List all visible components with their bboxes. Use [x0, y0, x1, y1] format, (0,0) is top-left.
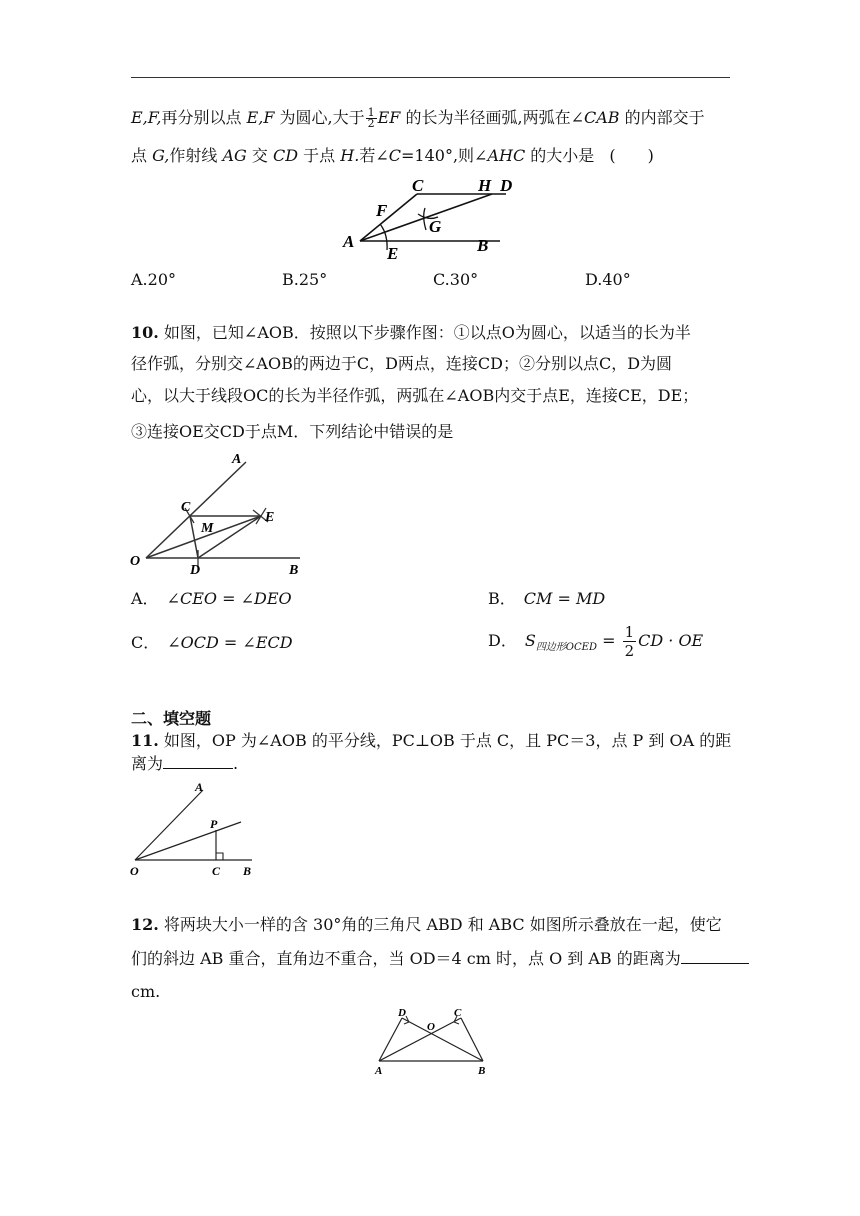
q11-line-2: 离为 .	[131, 754, 239, 773]
q9-label-G: G	[429, 217, 442, 236]
q10-option-b: B． CM = MD	[488, 589, 606, 608]
q12-answer-blank	[681, 948, 749, 964]
q9-option-b: B.25°	[282, 270, 328, 289]
q12-line-2: 们的斜边 AB 重合，直角边不重合，当 OD＝4 cm 时，点 O 到 AB 的距离为	[131, 948, 749, 970]
fraction-one-half: $\frac{1}{2}$	[624, 623, 635, 660]
q12-line-1: 12. 将两块大小一样的含 30°角的三角尺 ABD 和 ABC 如图所示叠放在一起，使它	[131, 915, 722, 934]
q9-figure	[340, 172, 530, 264]
q10-option-a: A． ∠CEO = ∠DEO	[131, 589, 292, 608]
q11-label-P: P	[210, 817, 218, 831]
q9-line-2: 点 G,作射线 AG 交 CD 于点 H.若∠C=140°,则∠AHC 的大小是 ( )	[131, 146, 654, 165]
q12-figure	[370, 1003, 495, 1079]
q11-label-C: C	[212, 864, 221, 878]
q10-label-A: A	[232, 452, 242, 467]
q12-number: 12.	[131, 915, 159, 934]
fraction-half: $\frac{1}{2}$	[367, 106, 375, 130]
q10-line-4: ③连接OE交CD于点M．下列结论中错误的是	[131, 422, 454, 441]
q9-option-d: D.40°	[585, 270, 631, 289]
q12-label-A: A	[375, 1065, 383, 1077]
q11-number: 11.	[131, 731, 159, 750]
q11-label-O: O	[130, 864, 139, 878]
q10-figure	[128, 450, 308, 578]
q10-option-c: C． ∠OCD = ∠ECD	[131, 633, 293, 652]
q9-option-a: A.20°	[131, 270, 176, 289]
q10-number: 10.	[131, 323, 159, 342]
q10-option-d: D． $S_{四边形OCED}$ = $\frac{1}{2}$ CD · OE	[488, 623, 704, 660]
q10-label-M: M	[201, 521, 214, 536]
q10-label-C: C	[181, 500, 191, 515]
q12-label-C: C	[454, 1007, 462, 1019]
q12-label-B: B	[478, 1065, 486, 1077]
q10-label-B: B	[289, 563, 299, 578]
q9-line-1: E,F,再分别以点 E,F 为圆心,大于 $\frac{1}{2}$ EF 的长为半径画弧,两弧在∠CAB 的内部交于	[131, 106, 705, 130]
q10-label-D: D	[190, 563, 201, 578]
q10-line-1: 10. 如图，已知∠AOB．按照以下步骤作图：①以点O为圆心，以适当的长为半	[131, 323, 691, 342]
section-title: 二、填空题	[131, 709, 212, 728]
q11-label-B: B	[243, 864, 252, 878]
q9-label-H: H	[478, 176, 492, 195]
q9-label-B: B	[477, 236, 489, 255]
q10-line-3: 心，以大于线段OC的长为半径作弧，两弧在∠AOB内交于点E，连接CE，DE；	[131, 386, 699, 405]
q11-figure	[128, 778, 263, 880]
q9-label-A: A	[343, 232, 355, 251]
q11-line-1: 11. 如图，OP 为∠AOB 的平分线，PC⊥OB 于点 C，且 PC＝3，点 P 到 OA 的距	[131, 731, 732, 750]
q9-option-c: C.30°	[433, 270, 479, 289]
q10-line-2: 径作弧，分别交∠AOB的两边于C，D两点，连接CD；②分别以点C，D为圆	[131, 354, 673, 373]
q10-label-E: E	[265, 510, 275, 525]
q11-label-A: A	[195, 780, 204, 794]
q10-label-O: O	[130, 554, 141, 569]
q9-label-C: C	[412, 176, 424, 195]
q9-label-E: E	[387, 244, 399, 263]
q12-label-D: D	[398, 1007, 406, 1019]
q11-answer-blank	[163, 753, 233, 769]
q9-label-F: F	[376, 201, 388, 220]
q9-label-D: D	[500, 176, 513, 195]
q12-line-3: cm.	[131, 982, 161, 1001]
header-rule	[131, 77, 730, 78]
q12-label-O: O	[427, 1021, 435, 1033]
